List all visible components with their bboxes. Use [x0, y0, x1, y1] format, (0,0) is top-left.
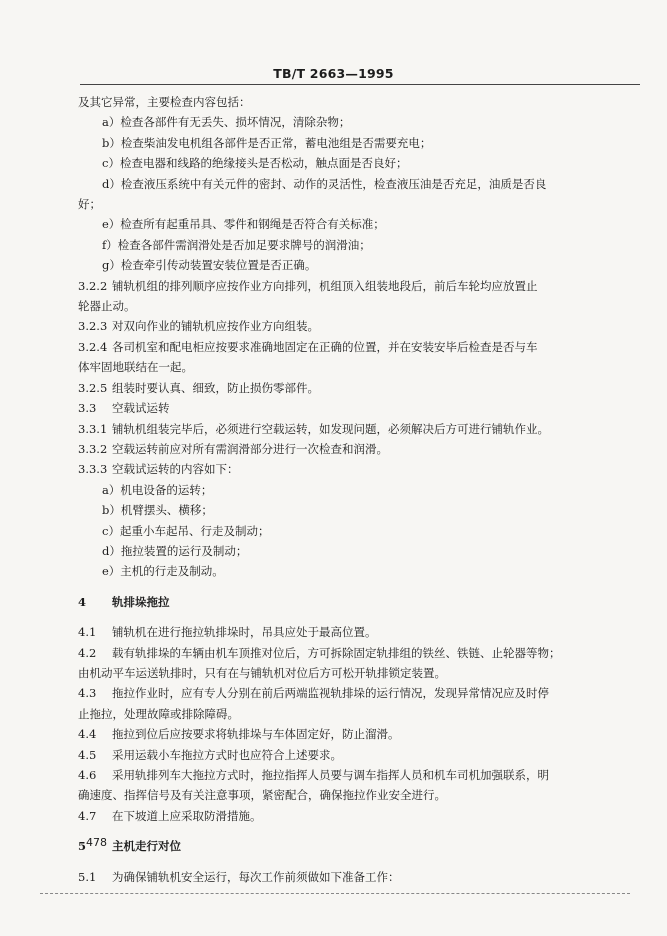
- text-line: [78, 235, 630, 255]
- line-text: e）检查所有起重吊具、零件和钢绳是否符合有关标准；: [102, 217, 385, 232]
- line-text: 由机动平车运送轨排时，只有在与铺轨机对位后方可松开轨排锁定装置。: [78, 665, 446, 680]
- text-line: [78, 704, 630, 724]
- line-text: 铺轨机组装完毕后，必须进行空载运转，如发现问题，必须解决后方可进行铺轨作业。: [112, 421, 549, 436]
- line-text: 体牢固地联结在一起。: [78, 360, 193, 375]
- line-text: 拖拉作业时，应有专人分别在前后两端监视轨排垛的运行情况，发现异常情况应及时停: [112, 686, 549, 701]
- line-text: 对双向作业的铺轨机应按作业方向组装。: [112, 319, 319, 334]
- text-line: [78, 724, 630, 744]
- clause-number: 5.1: [78, 869, 97, 884]
- clause-number: 4.3: [78, 686, 97, 701]
- section-4-block: [78, 622, 630, 826]
- line-text: 空载试运转: [112, 401, 170, 416]
- line-text: f）检查各部件需润滑处是否加足要求牌号的润滑油；: [102, 237, 371, 252]
- clause-number: 3.3.1: [78, 421, 108, 436]
- line-text: 在下坡道上应采取防滑措施。: [112, 808, 262, 823]
- line-text: d）拖拉装置的运行及制动；: [102, 543, 248, 558]
- text-line: [78, 785, 630, 805]
- clause-number: 4.1: [78, 625, 97, 640]
- text-line: [78, 112, 630, 132]
- line-text: 组装时要认真、细致，防止损伤零部件。: [112, 380, 319, 395]
- text-line: [78, 398, 630, 418]
- text-line: [78, 643, 630, 663]
- section-5-heading: [78, 836, 630, 856]
- line-text: 好；: [78, 197, 101, 212]
- section-number: 4: [78, 594, 87, 609]
- text-line: [78, 745, 630, 765]
- line-text: c）起重小车起吊、行走及制动；: [102, 523, 270, 538]
- text-line: [78, 806, 630, 826]
- line-text: a）机电设备的运转；: [102, 482, 213, 497]
- line-text: 确速度、指挥信号及有关注意事项，紧密配合，确保拖拉作业安全进行。: [78, 788, 446, 803]
- line-text: 空载运转前应对所有需润滑部分进行一次检查和润滑。: [112, 441, 388, 456]
- clause-number: 3.2.3: [78, 319, 108, 334]
- text-line: [78, 765, 630, 785]
- line-text: 铺轨机在进行拖拉轨排垛时，吊具应处于最高位置。: [112, 625, 377, 640]
- clause-number: 4.4: [78, 727, 97, 742]
- line-text: b）检查柴油发电机组各部件是否正常，蓄电池组是否需要充电；: [102, 135, 432, 150]
- line-text: 铺轨机组的排列顺序应按作业方向排列，机组顶入组装地段后，前后车轮均应放置止: [112, 278, 538, 293]
- section-3-block: [78, 92, 630, 582]
- line-text: 采用轨排列车大拖拉方式时，拖拉指挥人员要与调车指挥人员和机车司机加强联系，明: [112, 768, 549, 782]
- section-title: 主机走行对位: [112, 839, 181, 854]
- text-line: [78, 378, 630, 398]
- line-text: 各司机室和配电柜应按要求准确地固定在正确的位置，并在安装安毕后检查是否与车: [112, 339, 538, 354]
- text-line: [78, 296, 630, 316]
- text-line: [78, 276, 630, 296]
- clause-number: 3.2.5: [78, 380, 108, 395]
- text-line: [78, 541, 630, 561]
- text-line: [78, 92, 630, 112]
- line-text: d）检查液压系统中有关元件的密封、动作的灵活性，检查液压油是否充足，油质是否良: [102, 176, 547, 191]
- section-5-block: [78, 867, 630, 887]
- clause-number: 4.2: [78, 645, 97, 660]
- line-text: 轮器止动。: [78, 299, 136, 314]
- text-line: [78, 419, 630, 439]
- document-body: [78, 92, 630, 887]
- page-number: 478: [86, 836, 107, 849]
- clause-number: 3.3.3: [78, 462, 108, 477]
- text-line: [78, 214, 630, 234]
- text-line: [78, 255, 630, 275]
- line-text: b）机臂摆头、横移；: [102, 503, 213, 518]
- section-4-heading: [78, 592, 630, 612]
- text-line: [78, 622, 630, 642]
- clause-number: 3.3.2: [78, 441, 108, 456]
- text-line: [78, 194, 630, 214]
- line-text: 采用运载小车拖拉方式时也应符合上述要求。: [112, 747, 342, 762]
- text-line: [78, 357, 630, 377]
- text-line: [78, 459, 630, 479]
- line-text: 拖拉到位后应按要求将轨排垛与车体固定好，防止溜滑。: [112, 727, 400, 742]
- line-text: c）检查电器和线路的绝缘接头是否松动，触点面是否良好；: [102, 156, 408, 171]
- text-line: [78, 867, 630, 887]
- text-line: [78, 133, 630, 153]
- text-line: [78, 480, 630, 500]
- text-line: [78, 337, 630, 357]
- line-text: e）主机的行走及制动。: [102, 564, 224, 579]
- text-line: [78, 521, 630, 541]
- text-line: [78, 500, 630, 520]
- line-text: a）检查各部件有无丢失、损坏情况，清除杂物；: [102, 115, 351, 130]
- clause-number: 3.2.2: [78, 278, 108, 293]
- clause-number: 4.7: [78, 808, 97, 823]
- clause-number: 3.2.4: [78, 339, 108, 354]
- section-number: 5: [78, 839, 87, 854]
- clause-number: 4.5: [78, 747, 97, 762]
- text-line: [78, 153, 630, 173]
- clause-number: 3.3: [78, 401, 97, 416]
- line-text: 载有轨排垛的车辆由机车顶推对位后，方可拆除固定轨排组的铁丝、铁链、止轮器等物；: [112, 645, 561, 660]
- section-title: 轨排垛拖拉: [112, 594, 170, 609]
- text-line: [78, 439, 630, 459]
- line-text: g）检查牵引传动装置安装位置是否正确。: [102, 258, 317, 273]
- text-line: [78, 174, 630, 194]
- text-line: [78, 683, 630, 703]
- standard-number-header: TB/T 2663—1995: [273, 66, 394, 81]
- clause-number: 4.6: [78, 768, 97, 782]
- text-line: [78, 316, 630, 336]
- line-text: 及其它异常，主要检查内容包括：: [78, 95, 251, 109]
- line-text: 空载试运转的内容如下：: [112, 462, 239, 477]
- text-line: [78, 663, 630, 683]
- line-text: 为确保铺轨机安全运行，每次工作前须做如下准备工作：: [112, 869, 400, 884]
- line-text: 止拖拉，处理故障或排除障碍。: [78, 706, 239, 721]
- text-line: [78, 561, 630, 581]
- bottom-rule: [40, 893, 630, 894]
- header-rule: [80, 84, 640, 85]
